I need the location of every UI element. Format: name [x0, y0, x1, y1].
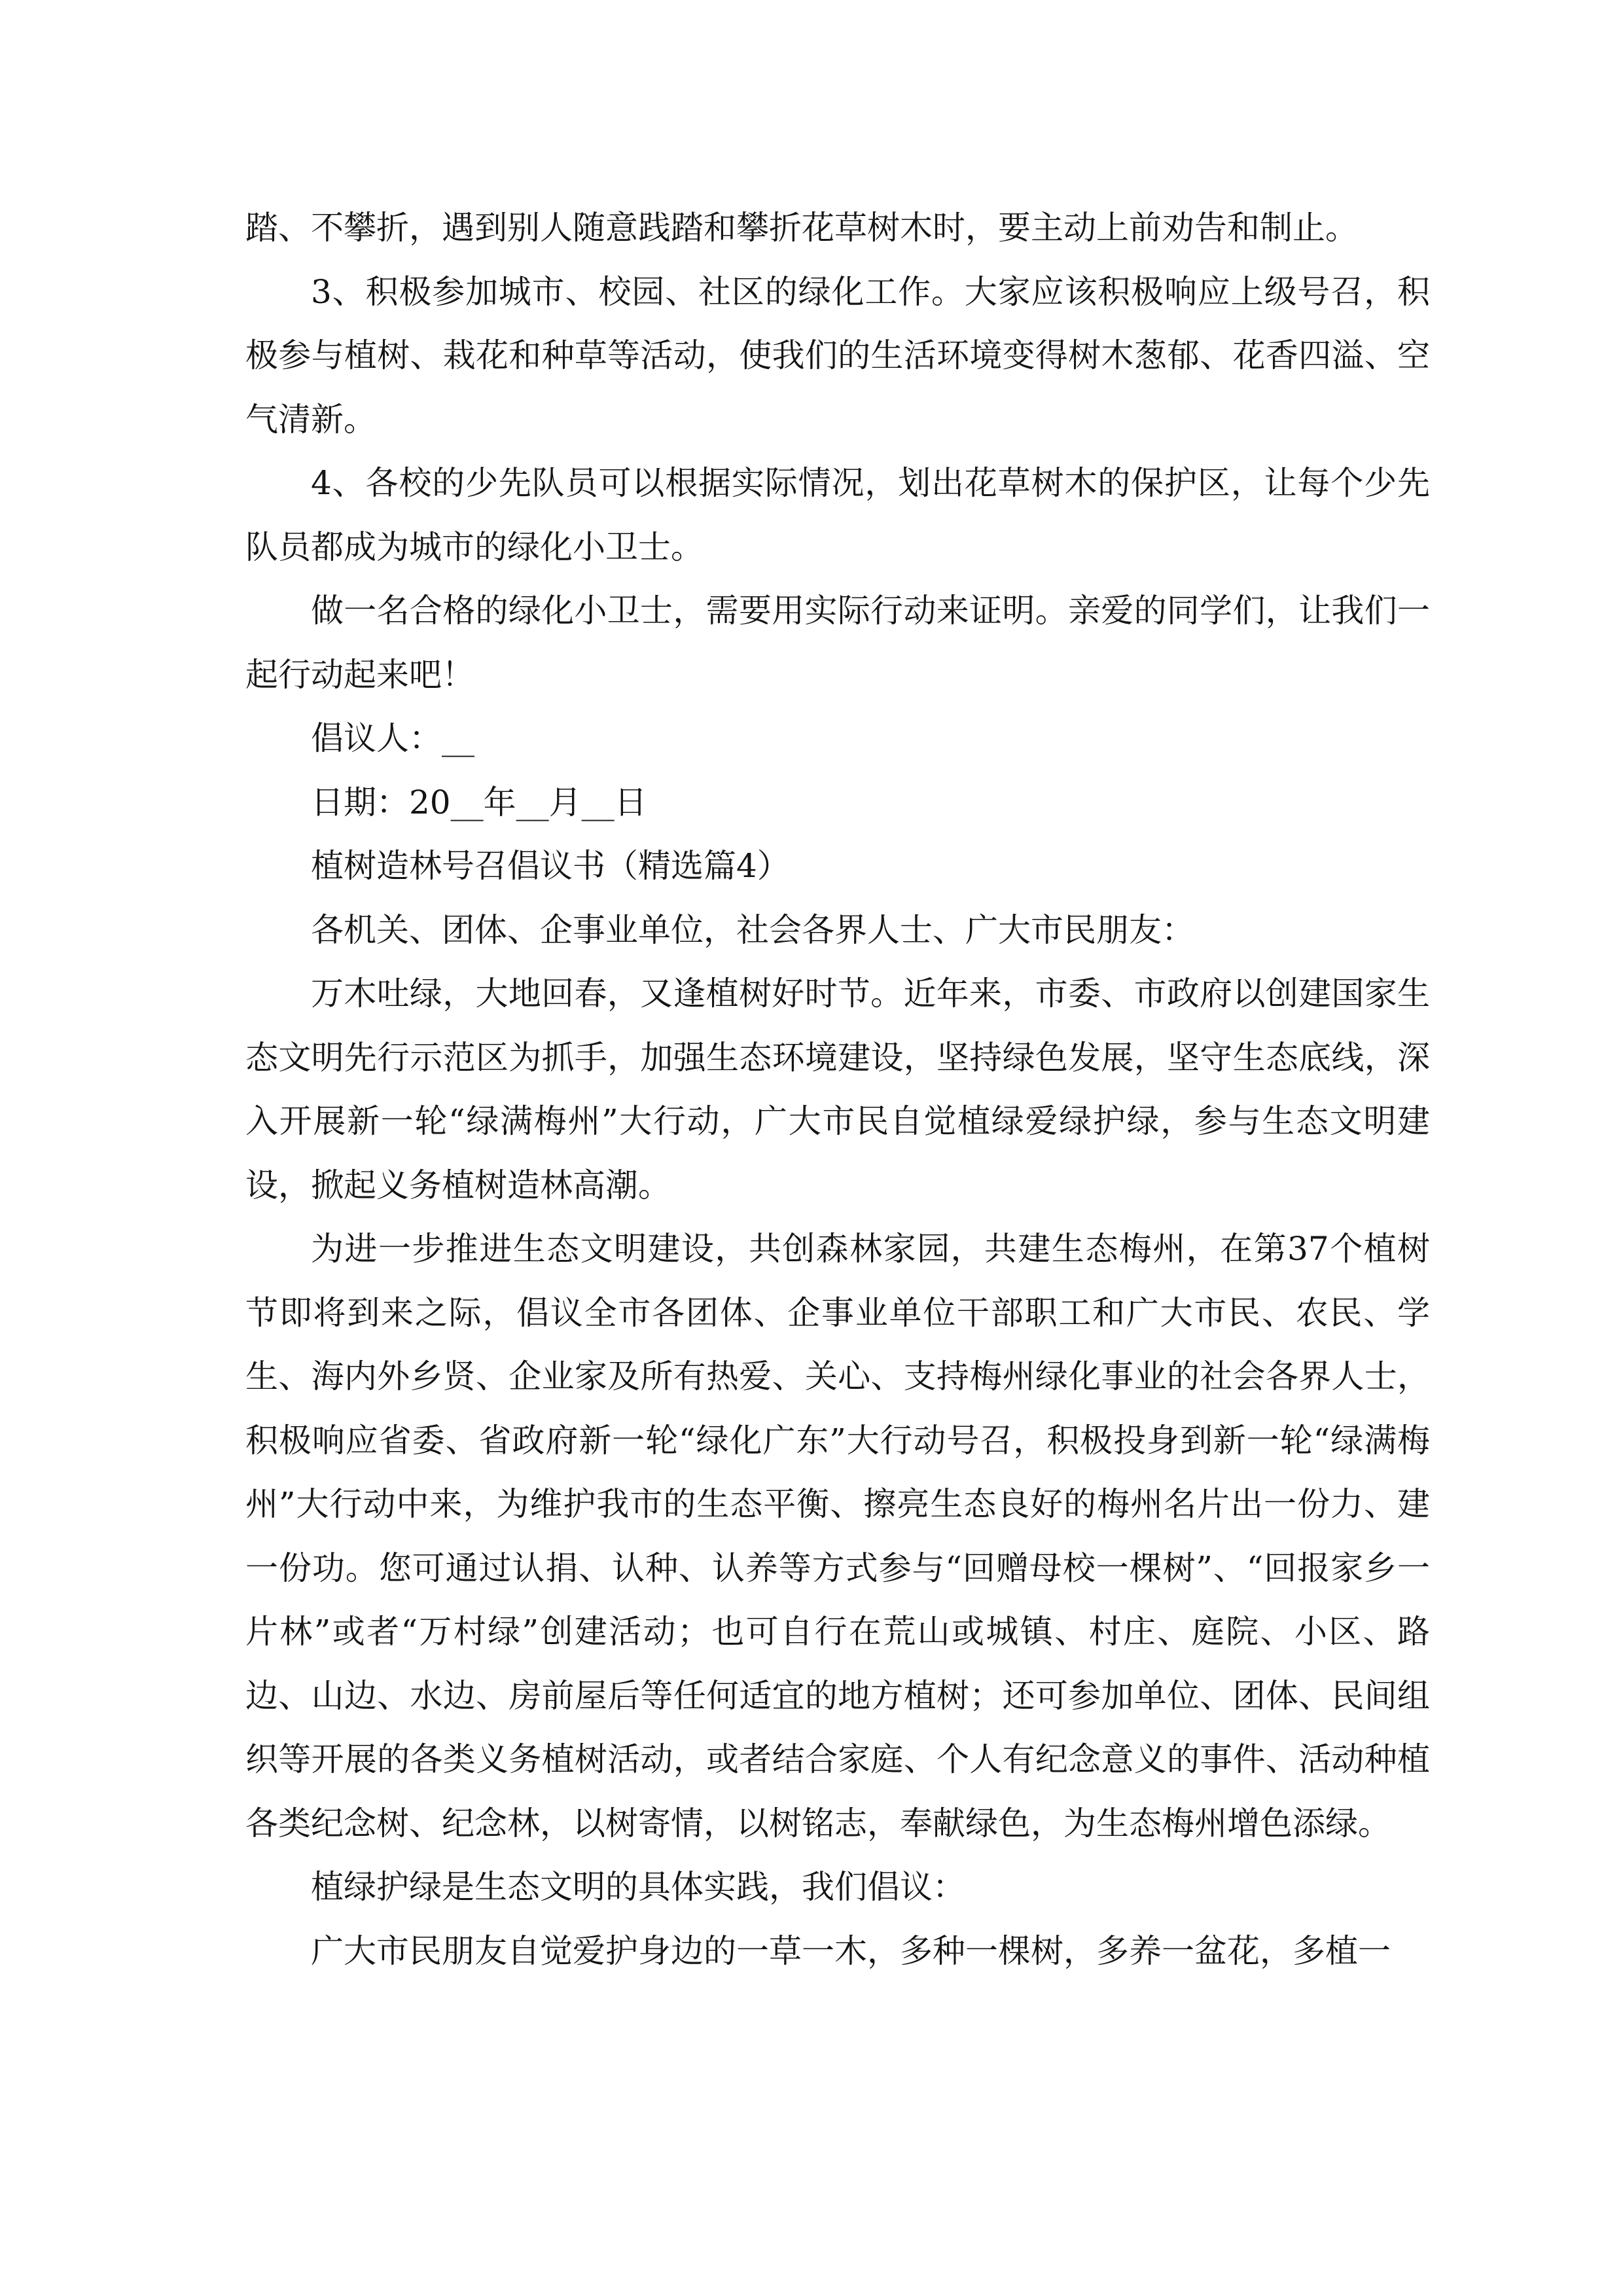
- document-body: [245, 196, 1430, 1983]
- salutation: 各机关、团体、企事业单位，社会各界人士、广大市民朋友：: [311, 910, 1194, 949]
- paragraph-final: 广大市民朋友自觉爱护身边的一草一木，多种一棵树，多养一盆花，多植一: [311, 1931, 1391, 1970]
- paragraph-proposal: 为进一步推进生态文明建设，共创森林家园，共建生态梅州，在第37个植树节即将到来之际，倡议全市各团体、企事业单位干部职工和广大市民、农民、学生、海内外乡贤、企业家及所有热爱、关心、支持梅州绿化事业的社会各界人士，积极响应省委、省政府新一轮“绿化广东”大行动号召，积极投身到新一轮“绿满梅州”大行动中来，为维护我市的生态平衡、擦亮生态良好的梅州名片出一份力、建一份功。您可通过认捐、认种、认养等方式参与“回赠母校一棵树”、“回报家乡一片林”或者“万村绿”创建活动；也可自行在荒山或城镇、村庄、庭院、小区、路边、山边、水边、房前屋后等任何适宜的地方植树；还可参加单位、团体、民间组织等开展的各类义务植树活动，或者结合家庭、个人有纪念意义的事件、活动种植各类纪念树、纪念林，以树寄情，以树铭志，奉献绿色，为生态梅州增色添绿。: [245, 1230, 1430, 1842]
- paragraph-item-3: 3、积极参加城市、校园、社区的绿化工作。大家应该积极响应上级号召，积极参与植树、栽花和种草等活动，使我们的生活环境变得树木葱郁、花香四溢、空气清新。: [245, 272, 1430, 439]
- paragraph-item-4: 4、各校的少先队员可以根据实际情况，划出花草树木的保护区，让每个少先队员都成为城市的绿化小卫士。: [245, 464, 1430, 566]
- paragraph-intro: 万木吐绿，大地回春，又逢植树好时节。近年来，市委、市政府以创建国家生态文明先行示范区为抓手，加强生态环境建设，坚持绿色发展，坚守生态底线，深入开展新一轮“绿满梅州”大行动，广大市民自觉植绿爱绿护绿，参与生态文明建设，掀起义务植树造林高潮。: [245, 975, 1430, 1204]
- date-line: 日期：20__年__月__日: [311, 783, 647, 821]
- paragraph-call-to-action: 做一名合格的绿化小卫士，需要用实际行动来证明。亲爱的同学们，让我们一起行动起来吧！: [245, 592, 1430, 694]
- proposer-line: 倡议人：__: [311, 719, 474, 757]
- paragraph-we-propose: 植绿护绿是生态文明的具体实践，我们倡议：: [311, 1868, 965, 1906]
- section-title: 植树造林号召倡议书（精选篇4）: [311, 847, 790, 885]
- paragraph-continuation: 踏、不攀折，遇到别人随意践踏和攀折花草树木时，要主动上前劝告和制止。: [245, 209, 1358, 247]
